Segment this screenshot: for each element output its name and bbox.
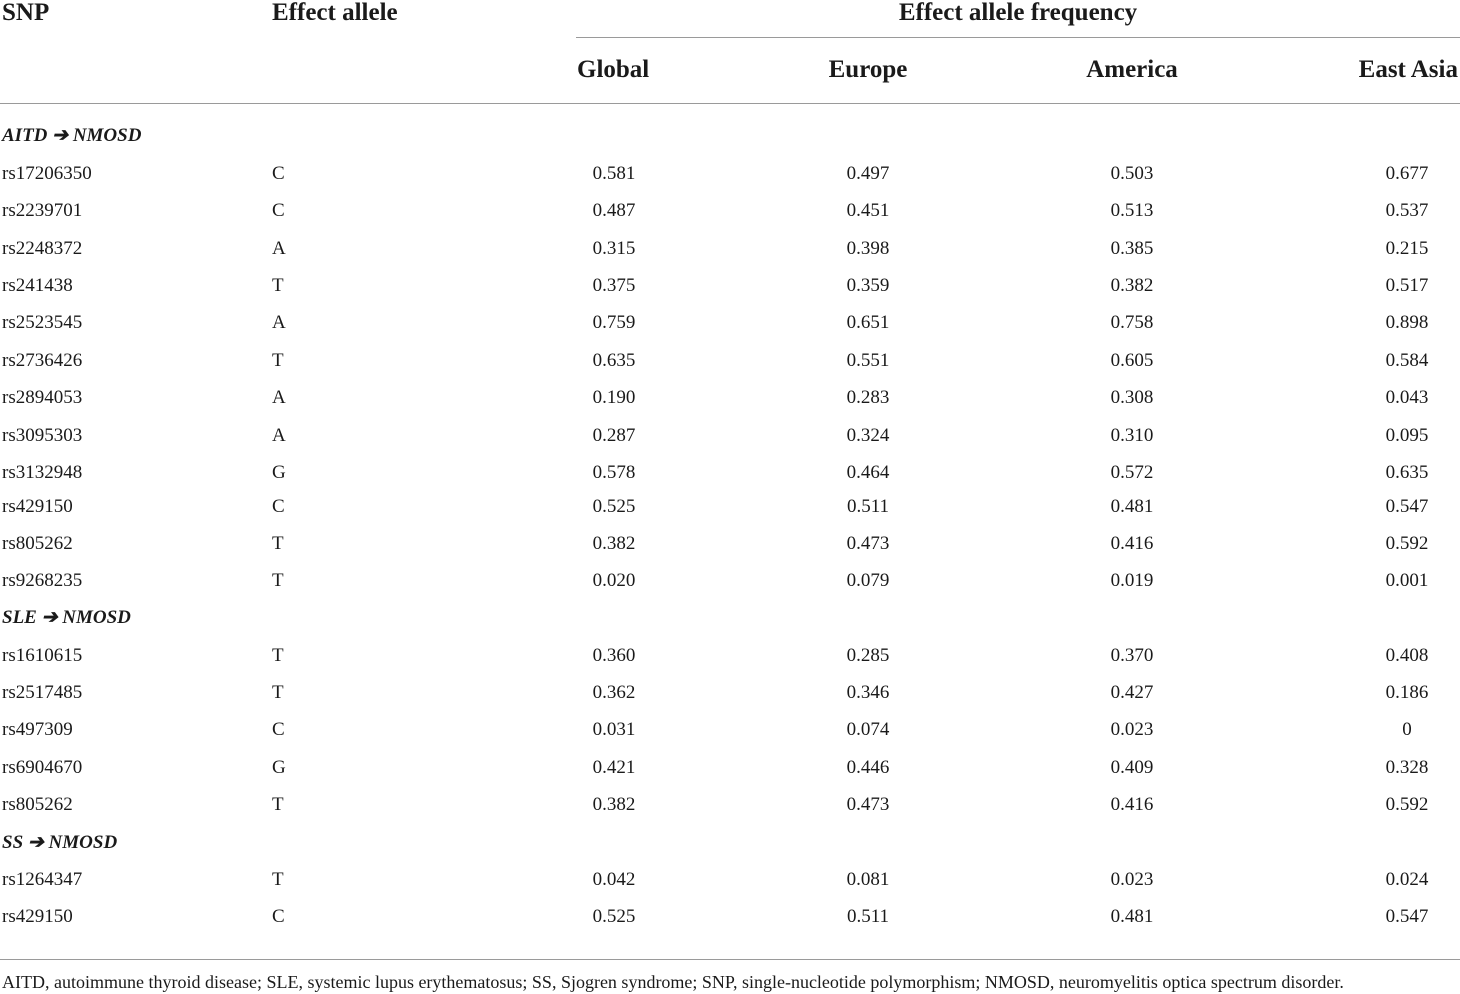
effect-allele-cell: G xyxy=(272,462,286,483)
freq-america-cell: 0.019 xyxy=(1110,570,1154,591)
freq-east-asia-cell: 0.584 xyxy=(1385,350,1429,371)
header-europe: Europe xyxy=(828,56,908,83)
freq-global-cell: 0.578 xyxy=(592,462,636,483)
effect-allele-cell: C xyxy=(272,906,285,927)
snp-cell: rs9268235 xyxy=(2,570,83,591)
header-frequency-group: Effect allele frequency xyxy=(898,0,1138,26)
freq-east-asia-cell: 0.677 xyxy=(1385,163,1429,184)
freq-europe-cell: 0.473 xyxy=(846,533,890,554)
freq-america-cell: 0.023 xyxy=(1110,719,1154,740)
freq-global-cell: 0.362 xyxy=(592,682,636,703)
freq-east-asia-cell: 0.517 xyxy=(1385,275,1429,296)
freq-east-asia-cell: 0.635 xyxy=(1385,462,1429,483)
effect-allele-cell: C xyxy=(272,200,285,221)
group-label: SLE ➔ NMOSD xyxy=(2,607,131,628)
footer-rule xyxy=(0,959,1460,960)
freq-east-asia-cell: 0.592 xyxy=(1385,794,1429,815)
snp-cell: rs17206350 xyxy=(2,163,92,184)
freq-america-cell: 0.758 xyxy=(1110,312,1154,333)
freq-east-asia-cell: 0.898 xyxy=(1385,312,1429,333)
freq-america-cell: 0.370 xyxy=(1110,645,1154,666)
effect-allele-cell: G xyxy=(272,757,286,778)
freq-europe-cell: 0.074 xyxy=(846,719,890,740)
freq-global-cell: 0.487 xyxy=(592,200,636,221)
freq-global-cell: 0.581 xyxy=(592,163,636,184)
freq-east-asia-cell: 0.024 xyxy=(1385,869,1429,890)
freq-global-cell: 0.360 xyxy=(592,645,636,666)
freq-global-cell: 0.190 xyxy=(592,387,636,408)
freq-europe-cell: 0.497 xyxy=(846,163,890,184)
freq-global-cell: 0.020 xyxy=(592,570,636,591)
snp-cell: rs1264347 xyxy=(2,869,83,890)
freq-east-asia-cell: 0.408 xyxy=(1385,645,1429,666)
freq-europe-cell: 0.473 xyxy=(846,794,890,815)
effect-allele-cell: A xyxy=(272,387,286,408)
freq-america-cell: 0.308 xyxy=(1110,387,1154,408)
effect-allele-cell: T xyxy=(272,645,284,666)
freq-global-cell: 0.635 xyxy=(592,350,636,371)
freq-europe-cell: 0.359 xyxy=(846,275,890,296)
effect-allele-cell: C xyxy=(272,496,285,517)
freq-europe-cell: 0.346 xyxy=(846,682,890,703)
freq-europe-cell: 0.551 xyxy=(846,350,890,371)
header-east-asia: East Asia xyxy=(1358,56,1458,83)
freq-global-cell: 0.375 xyxy=(592,275,636,296)
effect-allele-cell: A xyxy=(272,238,286,259)
snp-cell: rs2517485 xyxy=(2,682,83,703)
snp-cell: rs2523545 xyxy=(2,312,83,333)
freq-global-cell: 0.382 xyxy=(592,533,636,554)
snp-cell: rs3095303 xyxy=(2,425,83,446)
freq-europe-cell: 0.283 xyxy=(846,387,890,408)
effect-allele-cell: T xyxy=(272,794,284,815)
header-global: Global xyxy=(577,56,650,83)
freq-east-asia-cell: 0.592 xyxy=(1385,533,1429,554)
effect-allele-cell: T xyxy=(272,275,284,296)
freq-america-cell: 0.023 xyxy=(1110,869,1154,890)
freq-america-cell: 0.427 xyxy=(1110,682,1154,703)
effect-allele-cell: A xyxy=(272,312,286,333)
footnote: AITD, autoimmune thyroid disease; SLE, systemic lupus erythematosus; SS, Sjogren syndrome; SNP, single-nucleotide polymorphism; NMOSD, neuromyelitis optica spectrum disorder. xyxy=(2,972,1344,992)
freq-america-cell: 0.481 xyxy=(1110,496,1154,517)
freq-global-cell: 0.759 xyxy=(592,312,636,333)
freq-america-cell: 0.382 xyxy=(1110,275,1154,296)
snp-cell: rs429150 xyxy=(2,496,73,517)
snp-cell: rs2736426 xyxy=(2,350,83,371)
freq-global-cell: 0.525 xyxy=(592,496,636,517)
freq-america-cell: 0.481 xyxy=(1110,906,1154,927)
freq-america-cell: 0.572 xyxy=(1110,462,1154,483)
freq-east-asia-cell: 0.043 xyxy=(1385,387,1429,408)
freq-europe-cell: 0.079 xyxy=(846,570,890,591)
snp-cell: rs1610615 xyxy=(2,645,83,666)
freq-europe-cell: 0.464 xyxy=(846,462,890,483)
freq-east-asia-cell: 0.547 xyxy=(1385,906,1429,927)
freq-america-cell: 0.416 xyxy=(1110,794,1154,815)
freq-europe-cell: 0.285 xyxy=(846,645,890,666)
group-label: AITD ➔ NMOSD xyxy=(2,125,142,146)
freq-europe-cell: 0.451 xyxy=(846,200,890,221)
freq-global-cell: 0.042 xyxy=(592,869,636,890)
freq-america-cell: 0.409 xyxy=(1110,757,1154,778)
freq-europe-cell: 0.324 xyxy=(846,425,890,446)
freq-europe-cell: 0.398 xyxy=(846,238,890,259)
freq-america-cell: 0.605 xyxy=(1110,350,1154,371)
effect-allele-cell: A xyxy=(272,425,286,446)
freq-america-cell: 0.385 xyxy=(1110,238,1154,259)
snp-cell: rs2239701 xyxy=(2,200,83,221)
freq-america-cell: 0.416 xyxy=(1110,533,1154,554)
snp-cell: rs805262 xyxy=(2,533,73,554)
freq-global-cell: 0.315 xyxy=(592,238,636,259)
freq-europe-cell: 0.081 xyxy=(846,869,890,890)
snp-cell: rs497309 xyxy=(2,719,73,740)
snp-cell: rs2248372 xyxy=(2,238,83,259)
freq-global-cell: 0.382 xyxy=(592,794,636,815)
freq-global-cell: 0.287 xyxy=(592,425,636,446)
freq-europe-cell: 0.446 xyxy=(846,757,890,778)
effect-allele-cell: T xyxy=(272,570,284,591)
effect-allele-cell: C xyxy=(272,719,285,740)
snp-cell: rs2894053 xyxy=(2,387,83,408)
freq-global-cell: 0.525 xyxy=(592,906,636,927)
effect-allele-cell: T xyxy=(272,350,284,371)
header-snp: SNP xyxy=(2,0,50,26)
freq-america-cell: 0.513 xyxy=(1110,200,1154,221)
freq-east-asia-cell: 0 xyxy=(1402,719,1412,740)
freq-east-asia-cell: 0.001 xyxy=(1385,570,1429,591)
freq-global-cell: 0.031 xyxy=(592,719,636,740)
effect-allele-cell: C xyxy=(272,163,285,184)
freq-east-asia-cell: 0.547 xyxy=(1385,496,1429,517)
freq-east-asia-cell: 0.186 xyxy=(1385,682,1429,703)
header-subrule xyxy=(576,37,1460,38)
snp-cell: rs3132948 xyxy=(2,462,83,483)
freq-europe-cell: 0.511 xyxy=(846,496,890,517)
snp-cell: rs429150 xyxy=(2,906,73,927)
header-effect-allele: Effect allele xyxy=(272,0,398,26)
freq-east-asia-cell: 0.215 xyxy=(1385,238,1429,259)
freq-east-asia-cell: 0.095 xyxy=(1385,425,1429,446)
freq-europe-cell: 0.651 xyxy=(846,312,890,333)
header-america: America xyxy=(1086,56,1178,83)
snp-cell: rs6904670 xyxy=(2,757,83,778)
group-label: SS ➔ NMOSD xyxy=(2,832,118,853)
header-bottom-rule xyxy=(0,103,1460,104)
freq-america-cell: 0.310 xyxy=(1110,425,1154,446)
effect-allele-cell: T xyxy=(272,682,284,703)
effect-allele-cell: T xyxy=(272,533,284,554)
snp-cell: rs241438 xyxy=(2,275,73,296)
snp-cell: rs805262 xyxy=(2,794,73,815)
effect-allele-cell: T xyxy=(272,869,284,890)
freq-america-cell: 0.503 xyxy=(1110,163,1154,184)
freq-east-asia-cell: 0.328 xyxy=(1385,757,1429,778)
freq-europe-cell: 0.511 xyxy=(846,906,890,927)
freq-global-cell: 0.421 xyxy=(592,757,636,778)
freq-east-asia-cell: 0.537 xyxy=(1385,200,1429,221)
